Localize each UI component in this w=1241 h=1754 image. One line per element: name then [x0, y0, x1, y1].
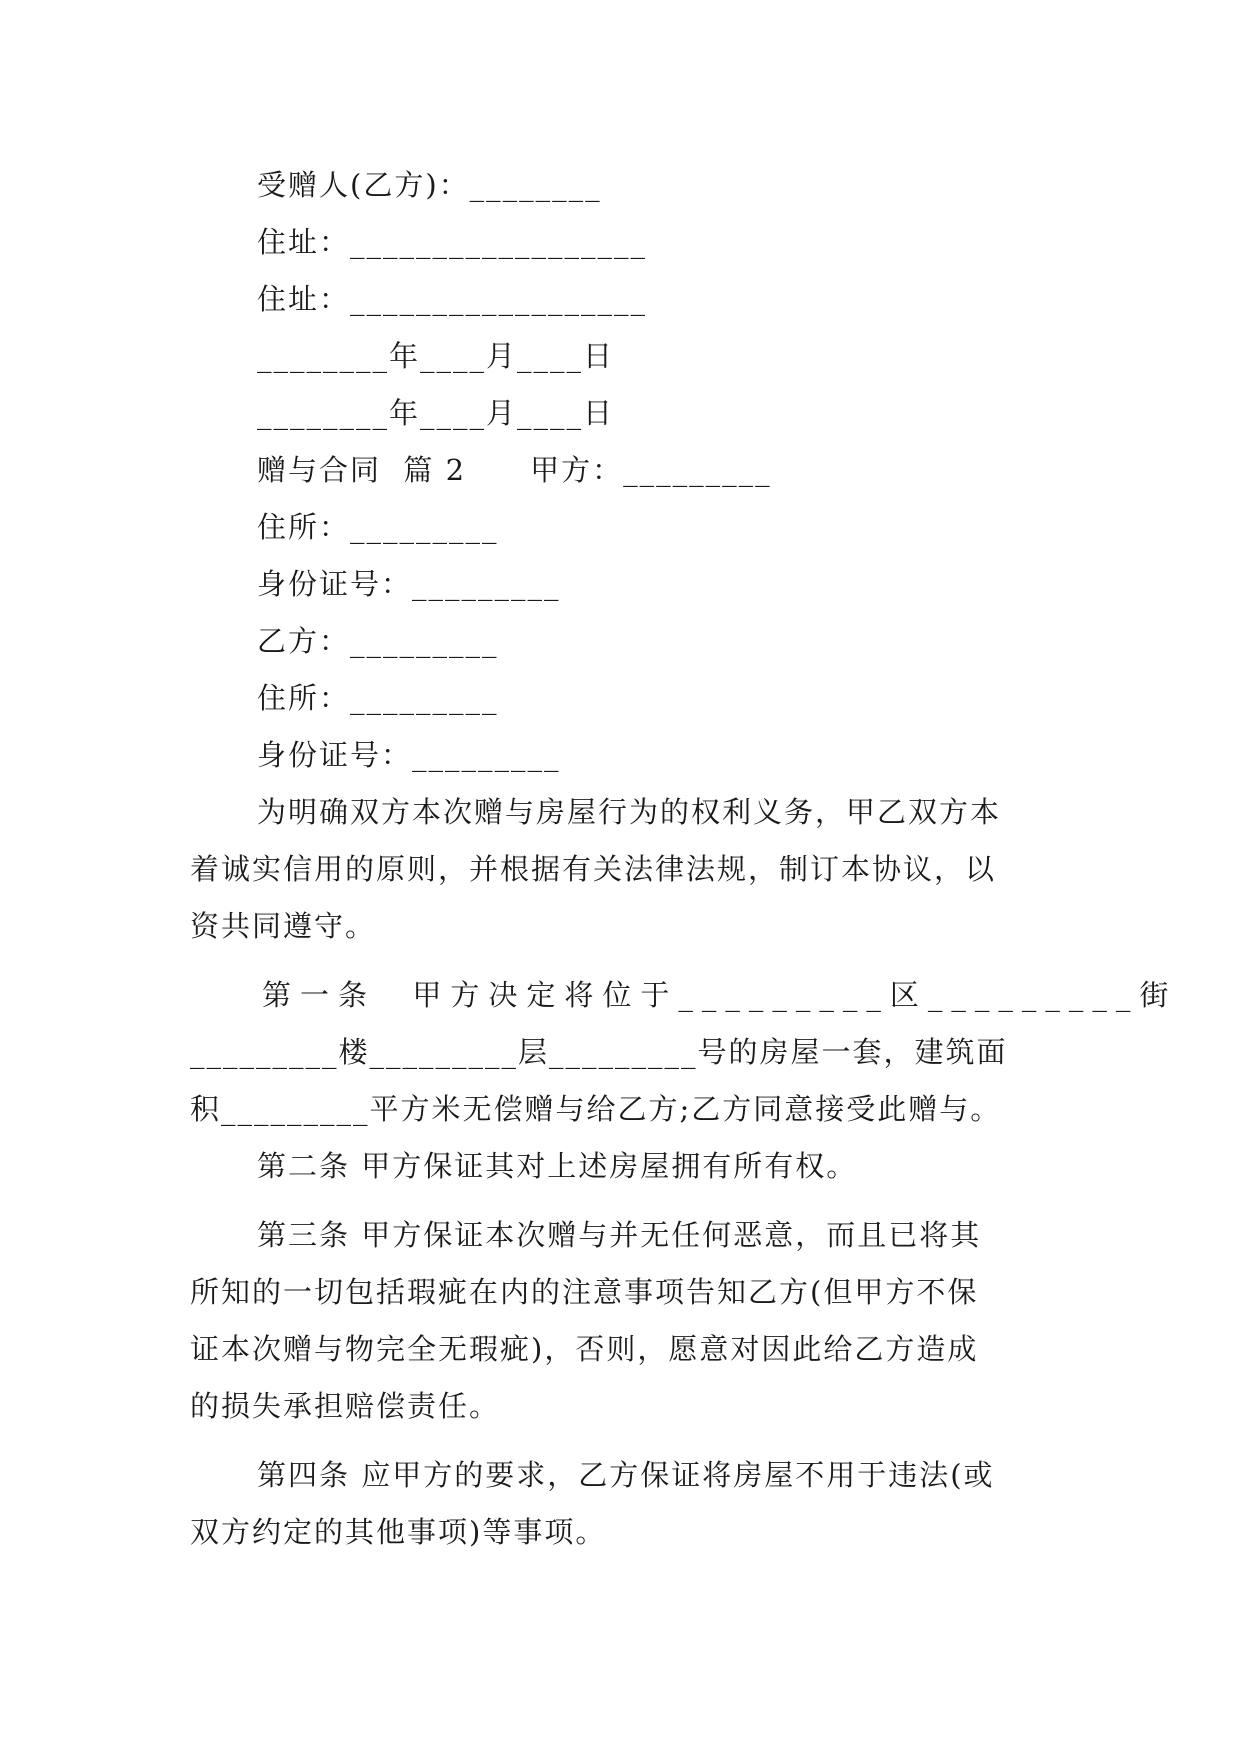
address-line: 住址：__________________: [257, 225, 648, 259]
preamble-line: 资共同遵守。: [190, 909, 377, 943]
article-3-line: 所知的一切包括瑕疵在内的注意事项告知乙方(但甲方不保: [190, 1275, 979, 1309]
date-line: ________年____月____日: [257, 396, 615, 430]
article-4-line: 第四条 应甲方的要求，乙方保证将房屋不用于违法(或: [257, 1458, 995, 1492]
party-a-line: 甲方：_________: [530, 453, 772, 487]
residence-line: 住所：_________: [257, 510, 499, 544]
residence-line: 住所：_________: [257, 681, 499, 715]
party-b-line: 乙方：_________: [257, 624, 499, 658]
recipient-party-line: 受赠人(乙方)：________: [257, 168, 602, 202]
contract-heading: 赠与合同 篇 2: [257, 453, 467, 487]
preamble-line: 为明确双方本次赠与房屋行为的权利义务，甲乙双方本: [257, 795, 1002, 829]
contract-heading-row: [257, 450, 772, 490]
address-line: 住址：__________________: [257, 282, 648, 316]
article-1-line: 第一条 甲方决定将位于_________区_________街: [262, 978, 1178, 1012]
article-1-line: 积_________平方米无偿赠与给乙方;乙方同意接受此赠与。: [190, 1092, 1002, 1126]
article-3-line: 第三条 甲方保证本次赠与并无任何恶意，而且已将其: [257, 1218, 982, 1252]
id-number-line: 身份证号：_________: [257, 567, 561, 601]
article-3-line: 的损失承担赔偿责任。: [190, 1389, 501, 1423]
id-number-line: 身份证号：_________: [257, 738, 561, 772]
article-3-line: 证本次赠与物完全无瑕疵)，否则，愿意对因此给乙方造成: [190, 1332, 979, 1366]
date-line: ________年____月____日: [257, 339, 615, 373]
article-4-line: 双方约定的其他事项)等事项。: [190, 1515, 607, 1549]
preamble-line: 着诚实信用的原则，并根据有关法律法规，制订本协议，以: [190, 852, 997, 886]
article-2-line: 第二条 甲方保证其对上述房屋拥有所有权。: [257, 1149, 858, 1183]
article-1-line: _________楼_________层_________号的房屋一套，建筑面: [190, 1035, 1008, 1069]
